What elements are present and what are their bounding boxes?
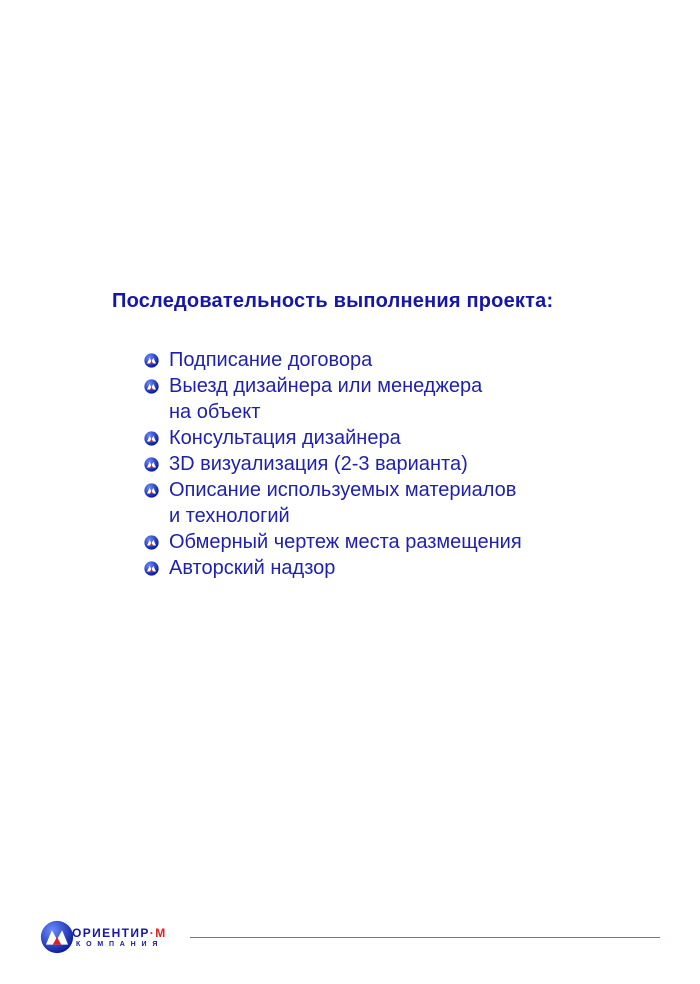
company-logo-bullet-icon	[144, 535, 159, 550]
list-item	[142, 425, 642, 451]
list-item	[142, 347, 642, 373]
step-text: 3D визуализация (2-3 варианта)	[169, 453, 468, 475]
company-brand-name	[72, 926, 167, 940]
company-logo-icon	[40, 920, 74, 954]
step-continuation: и технологий	[169, 505, 290, 527]
company-logo-bullet-icon	[144, 561, 159, 576]
company-logo-bullet-icon	[144, 379, 159, 394]
step-text: Подписание договора	[169, 349, 373, 371]
company-logo-bullet-icon	[144, 431, 159, 446]
list-item	[142, 373, 642, 425]
company-logo-bullet-icon	[144, 483, 159, 498]
project-steps-list	[142, 347, 642, 581]
company-brand-subtitle: КОМПАНИЯ	[76, 941, 164, 948]
company-logo-bullet-icon	[144, 457, 159, 472]
step-continuation: на объект	[169, 401, 261, 423]
footer-divider	[190, 937, 660, 938]
list-item	[142, 451, 642, 477]
step-text: Авторский надзор	[169, 557, 336, 579]
company-logo-bullet-icon	[144, 353, 159, 368]
page-footer	[40, 920, 660, 960]
list-item	[142, 555, 642, 581]
brand-accent: ·М	[149, 926, 167, 940]
step-text: Обмерный чертеж места размещения	[169, 531, 522, 553]
page-title: Последовательность выполнения проекта:	[112, 290, 554, 312]
step-text: Выезд дизайнера или менеджера	[169, 375, 483, 397]
list-item	[142, 529, 642, 555]
list-item	[142, 477, 642, 529]
brand-main: ОРИЕНТИР	[72, 926, 150, 940]
step-text: Описание используемых материалов	[169, 479, 517, 501]
step-text: Консультация дизайнера	[169, 427, 401, 449]
